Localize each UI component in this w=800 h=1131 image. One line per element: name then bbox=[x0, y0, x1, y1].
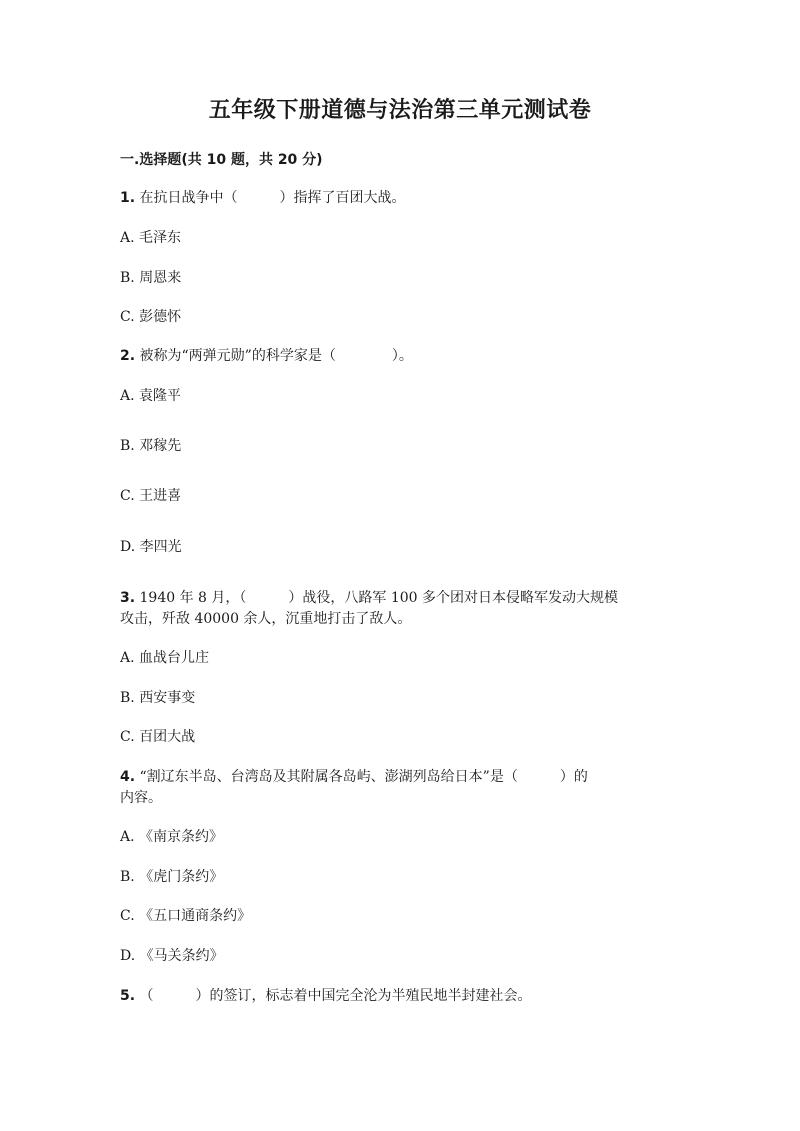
question-1-option-b: B. 周恩来 bbox=[120, 270, 182, 286]
question-2-option-c: C. 王进喜 bbox=[120, 488, 182, 504]
question-4-option-a: A. 《南京条约》 bbox=[120, 829, 224, 845]
question-2-option-a: A. 袁隆平 bbox=[120, 388, 182, 404]
section-heading: 一.选择题(共 10 题，共 20 分) bbox=[120, 152, 323, 168]
question-3-option-a: A. 血战台儿庄 bbox=[120, 650, 210, 666]
question-text-line2: 攻击，歼敌 40000 余人，沉重地打击了敌人。 bbox=[120, 611, 412, 627]
question-text: 在抗日战争中（ ）指挥了百团大战。 bbox=[139, 190, 406, 206]
question-3-continued bbox=[120, 608, 411, 630]
question-3 bbox=[120, 587, 618, 609]
question-text-line1: “割辽东半岛、台湾岛及其附属各岛屿、澎湖列岛给日本”是（ ）的 bbox=[139, 769, 588, 785]
question-text: （ ）的签订，标志着中国完全沦为半殖民地半封建社会。 bbox=[139, 988, 532, 1004]
question-4-option-b: B. 《虎门条约》 bbox=[120, 869, 224, 885]
question-number: 1. bbox=[120, 190, 136, 206]
question-1-option-a: A. 毛泽东 bbox=[120, 230, 182, 246]
question-number: 4. bbox=[120, 769, 136, 785]
question-5 bbox=[120, 985, 532, 1007]
question-number: 3. bbox=[120, 590, 136, 606]
page-title: 五年级下册道德与法治第三单元测试卷 bbox=[208, 98, 592, 123]
question-4-option-d: D. 《马关条约》 bbox=[120, 948, 224, 964]
question-number: 5. bbox=[120, 988, 136, 1004]
question-2 bbox=[120, 345, 413, 367]
question-1 bbox=[120, 187, 406, 209]
question-1-option-c: C. 彭德怀 bbox=[120, 309, 182, 325]
question-number: 2. bbox=[120, 348, 136, 364]
question-4-continued bbox=[120, 787, 162, 809]
question-2-option-b: B. 邓稼先 bbox=[120, 438, 182, 454]
question-text-line2: 内容。 bbox=[120, 790, 162, 806]
question-text-line1: 1940 年 8 月，（ ）战役，八路军 100 多个团对日本侵略军发动大规模 bbox=[139, 590, 619, 606]
question-text: 被称为“两弹元勋”的科学家是（ ）。 bbox=[139, 348, 413, 364]
question-4-option-c: C. 《五口通商条约》 bbox=[120, 908, 252, 924]
question-2-option-d: D. 李四光 bbox=[120, 539, 182, 555]
question-3-option-b: B. 西安事变 bbox=[120, 690, 196, 706]
question-3-option-c: C. 百团大战 bbox=[120, 729, 196, 745]
question-4 bbox=[120, 766, 588, 788]
